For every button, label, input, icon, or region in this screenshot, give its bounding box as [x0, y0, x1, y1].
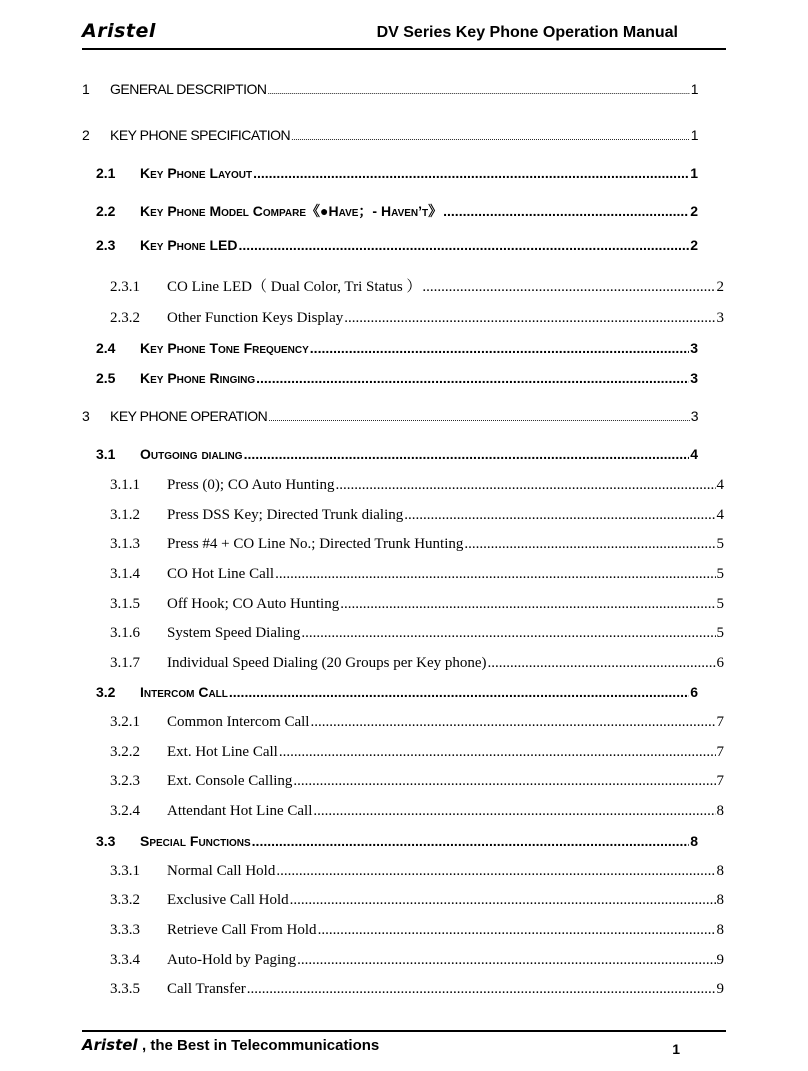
dot-leader [301, 625, 715, 642]
toc-number: 3.1.4 [110, 566, 140, 582]
toc-page-number: 5 [716, 566, 724, 582]
toc-title: Key Phone Tone Frequency [140, 340, 309, 356]
toc-page-number: 4 [690, 446, 698, 462]
toc-entry[interactable] [96, 237, 698, 253]
toc-page-number: 1 [690, 165, 698, 181]
toc-title: Key Phone LED [140, 237, 238, 253]
toc-title: Common Intercom Call [167, 714, 310, 730]
dot-leader [290, 892, 716, 909]
toc-page-number: 5 [716, 596, 724, 612]
toc-title: Other Function Keys Display [167, 310, 344, 326]
dot-leader [310, 340, 689, 356]
toc-title: Ext. Hot Line Call [167, 744, 278, 760]
toc-number: 3.3.2 [110, 892, 140, 908]
toc-number: 3.3.3 [110, 922, 140, 938]
dot-leader [276, 863, 715, 880]
toc-entry[interactable] [110, 863, 724, 880]
page-number: 1 [672, 1041, 680, 1057]
toc-entry[interactable] [96, 201, 698, 221]
toc-number: 3.3.1 [110, 863, 140, 879]
dot-leader [229, 684, 689, 700]
dot-leader [268, 413, 689, 423]
toc-title: System Speed Dialing [167, 625, 301, 641]
toc-entry[interactable] [110, 803, 724, 820]
toc-number: 2 [82, 127, 90, 143]
dot-leader [297, 952, 715, 969]
toc-entry[interactable] [96, 684, 698, 700]
toc-number: 2.4 [96, 340, 116, 356]
toc-entry[interactable] [110, 744, 724, 761]
toc-number: 3.1.7 [110, 655, 140, 671]
toc-entry[interactable] [96, 446, 698, 462]
dot-leader [256, 370, 689, 386]
toc-page-number: 4 [716, 507, 724, 523]
dot-leader [293, 773, 715, 790]
toc-title: Retrieve Call From Hold [167, 922, 317, 938]
toc-entry[interactable] [110, 310, 724, 327]
toc-entry[interactable] [110, 625, 724, 642]
toc-page-number: 3 [690, 408, 698, 424]
toc-entry[interactable] [110, 922, 724, 939]
toc-page-number: 7 [716, 714, 724, 730]
toc-title: Press DSS Key; Directed Trunk dialing [167, 507, 404, 523]
toc-entry[interactable] [110, 655, 724, 672]
dot-leader [275, 566, 715, 583]
toc-title: Normal Call Hold [167, 863, 276, 879]
toc-entry[interactable] [110, 477, 724, 494]
toc-title: Intercom Call [140, 684, 228, 700]
toc-number: 3.2.4 [110, 803, 140, 819]
dot-leader [291, 132, 690, 142]
toc-title: CO Line LED（ Dual Color, Tri Status ） [167, 279, 422, 295]
toc-entry[interactable] [96, 833, 698, 849]
toc-title: Key Phone Ringing [140, 370, 256, 386]
toc-page-number: 8 [716, 892, 724, 908]
toc-page-number: 5 [716, 536, 724, 552]
dot-leader [336, 477, 716, 494]
manual-title: DV Series Key Phone Operation Manual [376, 24, 678, 41]
toc-number: 2.5 [96, 370, 116, 386]
toc-page-number: 9 [716, 952, 724, 968]
toc-entry[interactable] [110, 507, 724, 524]
toc-entry[interactable] [110, 536, 724, 553]
toc-number: 2.1 [96, 165, 116, 181]
toc-title: Ext. Console Calling [167, 773, 293, 789]
toc-entry[interactable] [110, 275, 724, 296]
toc-entry[interactable] [110, 892, 724, 909]
toc-page-number: 1 [690, 127, 698, 143]
toc-page-number: 8 [690, 833, 698, 849]
toc-title: Press (0); CO Auto Hunting [167, 477, 335, 493]
dot-leader [422, 279, 715, 296]
toc-number: 1 [82, 81, 90, 97]
toc-title: Press #4 + CO Line No.; Directed Trunk Hunting [167, 536, 464, 552]
toc-title: Key Phone Model Compare《●Have；- Haven’t》 [140, 203, 443, 219]
toc-title: CO Hot Line Call [167, 566, 275, 582]
toc-title: GENERAL DESCRIPTION [110, 81, 267, 97]
toc-number: 3.1.3 [110, 536, 140, 552]
toc-title: Key Phone Layout [140, 165, 253, 181]
dot-leader [244, 446, 690, 462]
toc-number: 3 [82, 408, 90, 424]
footer-tagline: , the Best in Telecommunications [142, 1037, 380, 1054]
dot-leader [267, 86, 689, 96]
toc-page-number: 1 [690, 81, 698, 97]
toc-page-number: 7 [716, 773, 724, 789]
dot-leader [238, 237, 689, 253]
toc-entry[interactable] [110, 952, 724, 969]
dot-leader [344, 310, 715, 327]
toc-page-number: 8 [716, 922, 724, 938]
toc-page-number: 5 [716, 625, 724, 641]
toc-page-number: 7 [716, 744, 724, 760]
dot-leader [313, 803, 715, 820]
toc-title: Attendant Hot Line Call [167, 803, 313, 819]
toc-number: 2.3 [96, 237, 116, 253]
footer-logo: Aristel [82, 1036, 138, 1054]
toc-number: 3.3.5 [110, 981, 140, 997]
toc-number: 3.2.2 [110, 744, 140, 760]
aristel-logo: Aristel [82, 20, 156, 42]
toc-entry[interactable] [96, 165, 698, 181]
toc-number: 3.1 [96, 446, 116, 462]
toc-entry[interactable] [110, 566, 724, 583]
toc-number: 3.3 [96, 833, 116, 849]
toc-entry[interactable] [96, 370, 698, 386]
toc-number: 3.2.1 [110, 714, 140, 730]
toc-number: 2.3.2 [110, 310, 140, 326]
toc-page-number: 3 [716, 310, 724, 326]
toc-number: 2.3.1 [110, 279, 140, 295]
toc-title: Special Functions [140, 833, 251, 849]
dot-leader [279, 744, 716, 761]
toc-number: 3.1.6 [110, 625, 140, 641]
dot-leader [488, 655, 716, 672]
toc-entry[interactable] [82, 127, 698, 143]
toc-title: Individual Speed Dialing (20 Groups per Key phone) [167, 655, 487, 671]
toc-number: 3.3.4 [110, 952, 140, 968]
toc-title: Exclusive Call Hold [167, 892, 289, 908]
toc-entry[interactable] [82, 408, 698, 424]
toc-title: Auto-Hold by Paging [167, 952, 297, 968]
dot-leader [404, 507, 715, 524]
dot-leader [247, 981, 716, 998]
toc-page-number: 9 [716, 981, 724, 997]
dot-leader [252, 833, 690, 849]
toc-number: 3.1.1 [110, 477, 140, 493]
toc-page-number: 4 [716, 477, 724, 493]
toc-number: 3.2.3 [110, 773, 140, 789]
toc-entry[interactable] [110, 596, 724, 613]
toc-title: Off Hook; CO Auto Hunting [167, 596, 340, 612]
toc-page-number: 3 [690, 370, 698, 386]
toc-number: 2.2 [96, 203, 116, 219]
toc-page-number: 3 [690, 340, 698, 356]
dot-leader [310, 714, 715, 731]
toc-title: KEY PHONE OPERATION [110, 408, 268, 424]
toc-number: 3.2 [96, 684, 116, 700]
page-footer [82, 1030, 726, 1062]
toc-title: KEY PHONE SPECIFICATION [110, 127, 291, 143]
toc-entry[interactable] [96, 340, 698, 356]
toc-title: Outgoing dialing [140, 446, 243, 462]
toc-entry[interactable] [110, 981, 724, 998]
toc-page-number: 6 [690, 684, 698, 700]
toc-number: 3.1.2 [110, 507, 140, 523]
toc-page-number: 8 [716, 803, 724, 819]
toc-number: 3.1.5 [110, 596, 140, 612]
toc-entry[interactable] [110, 773, 724, 790]
dot-leader [318, 922, 716, 939]
toc-page-number: 6 [716, 655, 724, 671]
toc-title: Call Transfer [167, 981, 246, 997]
dot-leader [464, 536, 715, 553]
toc-page-number: 2 [690, 237, 698, 253]
toc-entry[interactable] [110, 714, 724, 731]
toc-entry[interactable] [82, 81, 698, 97]
toc-page-number: 2 [690, 203, 698, 219]
dot-leader [253, 165, 689, 181]
toc-page-number: 2 [716, 279, 724, 295]
toc-page-number: 8 [716, 863, 724, 879]
dot-leader [443, 203, 689, 219]
dot-leader [340, 596, 715, 613]
